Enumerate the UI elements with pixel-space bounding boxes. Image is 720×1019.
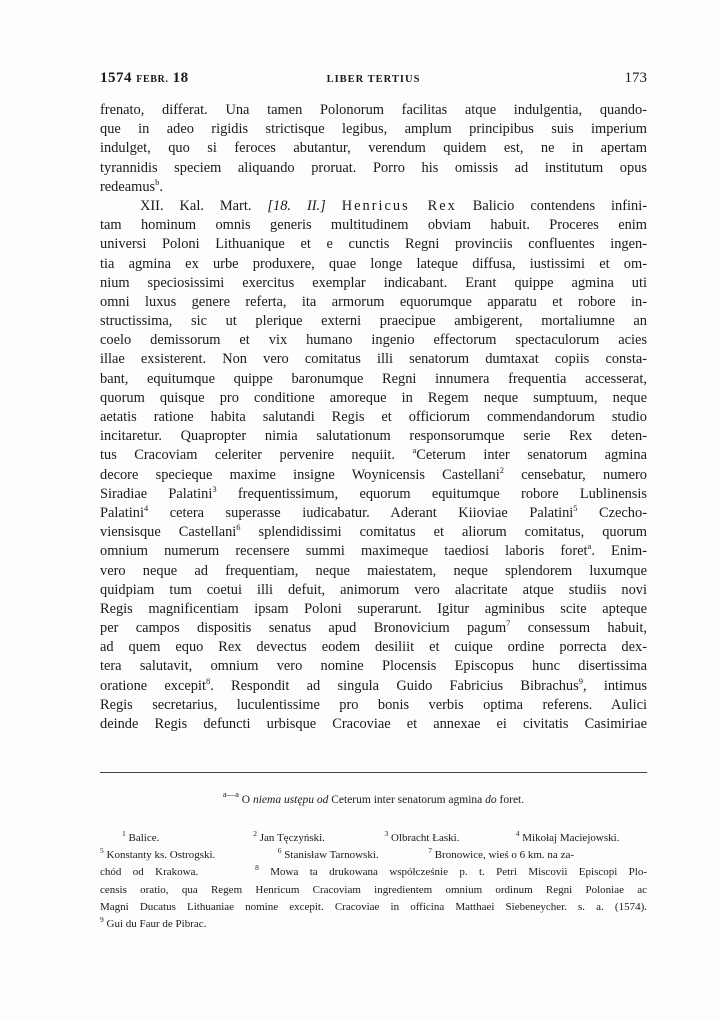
footnote-marker: 9 — [578, 675, 583, 686]
footnote-item: $^6$ Stanisław Tarnowski. — [277, 846, 379, 862]
text-line: tus Cracoviam celeriter pervenire nequiit. $^a$Ceterum inter senatorum agmina — [100, 445, 647, 464]
text-line: que in adeo rigidis strictisque legibus, amplum principibus suis imperium — [100, 121, 647, 138]
text-line: quidpiam tum coetui illi defuit, animorum vero alacritate atque studiis novi — [100, 581, 647, 598]
text-line: redeamus$^b$. — [100, 176, 163, 195]
text-line: per campos dispositis senatus apud Bronovicium pagum$^7$ consessum habuit, — [100, 618, 648, 637]
footnote-item: $^4$ Mikołaj Maciejowski. — [515, 829, 620, 844]
page-number: 173 — [624, 70, 647, 86]
text-line: tia agmina ex urbe produxere, quae longe lateque diffusa, iustissimi et om- — [100, 255, 647, 272]
running-head-title: LIBER TERTIUS — [326, 74, 421, 85]
footnotes — [100, 830, 647, 933]
footnote-marker: 5 — [573, 502, 578, 513]
text-line: Siradiae Palatini$^3$ frequentissimum, equorum equitumque robore Lublinensis — [100, 483, 647, 502]
footnote-marker: 8 — [205, 675, 211, 686]
text-line: aetatis ratione habita salutandi Regis et officiorum commendandorum studio — [100, 409, 647, 425]
footnote-marker: 3 — [212, 483, 217, 494]
text-line: viensisque Castellani$^6$ splendidissimi comitatus et aliorum comitatus, quorum — [100, 522, 647, 541]
text-line: illae exsisterent. Non vero comitatus illi senatorum dumtaxat copiis consta- — [100, 351, 647, 368]
footnote-divider — [100, 772, 647, 773]
footnote-marker: 4 — [143, 502, 149, 513]
date-bracket: [18. II.] — [267, 197, 326, 214]
text-line: tam hominum omnis generis multitudinem obviam habuit. Proceres enim — [100, 217, 647, 234]
footnote-item: $^5$ Konstanty ks. Ostrogski. — [100, 846, 216, 862]
variant-apparatus: $^{a—a}$ O niema ustępu od Ceterum inter senatorum agmina do foret. — [222, 789, 525, 806]
text-line: tera salutavit, omnium vero nomine Plocensis Episcopus hunc disertissima — [100, 658, 647, 675]
footnote-line: chód od Krakowa. $^8$ Mowa ta drukowana współcześnie p. t. Petri Miscovii Episcopi Plo- — [100, 863, 648, 879]
variant-marker: a — [587, 541, 592, 552]
footnote-line: Magni Ducatus Lithuaniae nomine excepit. Cracoviae in officina Matthaei Siebeneycher. s. a. (1574). — [100, 900, 647, 913]
footnote-item: $^3$ Olbracht Łaski. — [384, 829, 460, 844]
name-spaced: Henricus Rex — [341, 197, 457, 214]
text-line: ad quem equo Rex devectus eodem desiliit et cuique ordine porrecta dex- — [100, 639, 647, 656]
main-text — [100, 101, 647, 734]
text-line: oratione excepit$^8$. Respondit ad singula Guido Fabricius Bibrachus$^9$, intimus — [100, 675, 647, 694]
text-line: XII. Kal. Mart. [18. II.] Henricus Rex Balicio contendens infini- — [140, 197, 647, 214]
footnote-item: $^7$ Bronowice, wieś o 6 km. na za- — [428, 846, 574, 862]
text-line: bant, equitumque quippe baronumque Regni innumera frequentia accesserat, — [100, 370, 647, 387]
text-line: indulget, quo si feroces abutantur, verendum quidem est, ne in apertam — [100, 140, 647, 157]
text-line: Regis secretarius, luculentissime pro bonis verbis optima referens. Aulici — [100, 696, 647, 713]
text-line: decore specieque maxime insigne Woynicensis Castellani$^2$ censebatur, numero — [100, 464, 647, 483]
text-line: Regis magnificentiam ipsam Poloni superarunt. Igitur agminibus scite apteque — [100, 600, 647, 617]
text-line: universi Poloni Lithuanique et e cunctis Regni provinciis confluentes ingen- — [100, 236, 647, 253]
footnote-item: $^1$ Balice. — [122, 829, 160, 844]
text-line: quorum quisque pro conditione amoreque in Regem neque sumptuum, neque — [100, 389, 647, 406]
footnote-line: censis oratio, qua Regem Henricum Cracoviam ingredientem omnium ordinum Regni Poloniae ac — [100, 883, 647, 896]
footnote-row — [100, 830, 647, 847]
footnote-line: $^9$ Gui du Faur de Pibrac. — [100, 914, 207, 930]
text-line: omni luxus genere referta, ita armorum equorumque apparatu et robore in- — [100, 293, 647, 310]
text-line: coelo demissorum et vix humano ingenio effectorum spectaculorum acies — [100, 332, 647, 349]
footnote-marker: 2 — [499, 464, 504, 475]
running-head-date: 1574 FEBR. 18 — [100, 70, 189, 86]
text-line: structissima, sic ut plerique externi praecipue ambigerent, mortaliumne an — [100, 313, 647, 330]
text-line: Palatini$^4$ cetera superasse iudicabatur. Aderant Kiioviae Palatini$^5$ Czecho- — [100, 502, 647, 521]
variant-marker: a — [412, 445, 417, 456]
text-line: deinde Regis defuncti urbisque Cracoviae et annexae ei civitatis Casimiriae — [100, 716, 647, 732]
running-head — [100, 70, 647, 92]
footnote-item: $^2$ Jan Tęczyński. — [253, 829, 325, 844]
text-line: omnium numerum recensere summi maximeque taediosi laboris foret$^a$. Enim- — [100, 541, 647, 560]
footnote-marker: b — [155, 176, 160, 187]
footnote-marker: 7 — [506, 618, 511, 629]
text-line: nium speciosissimi exercitus exemplar indicabant. Erant quippe agmina uti — [100, 274, 647, 291]
footnote-row — [100, 847, 647, 864]
footnote-marker: 6 — [236, 522, 241, 533]
text-line: vero neque ad frequentiam, neque maiestatem, neque splendorem luxumque — [100, 562, 647, 579]
text-line: tyrannidis speciem aliquando proruat. Porro his omissis ad institutum opus — [100, 159, 647, 176]
text-line: incitaretur. Quapropter nimia salutationum responsorumque serie Rex deten- — [100, 428, 647, 445]
text-line: frenato, differat. Una tamen Polonorum facilitas atque indulgentia, quando- — [100, 102, 647, 118]
